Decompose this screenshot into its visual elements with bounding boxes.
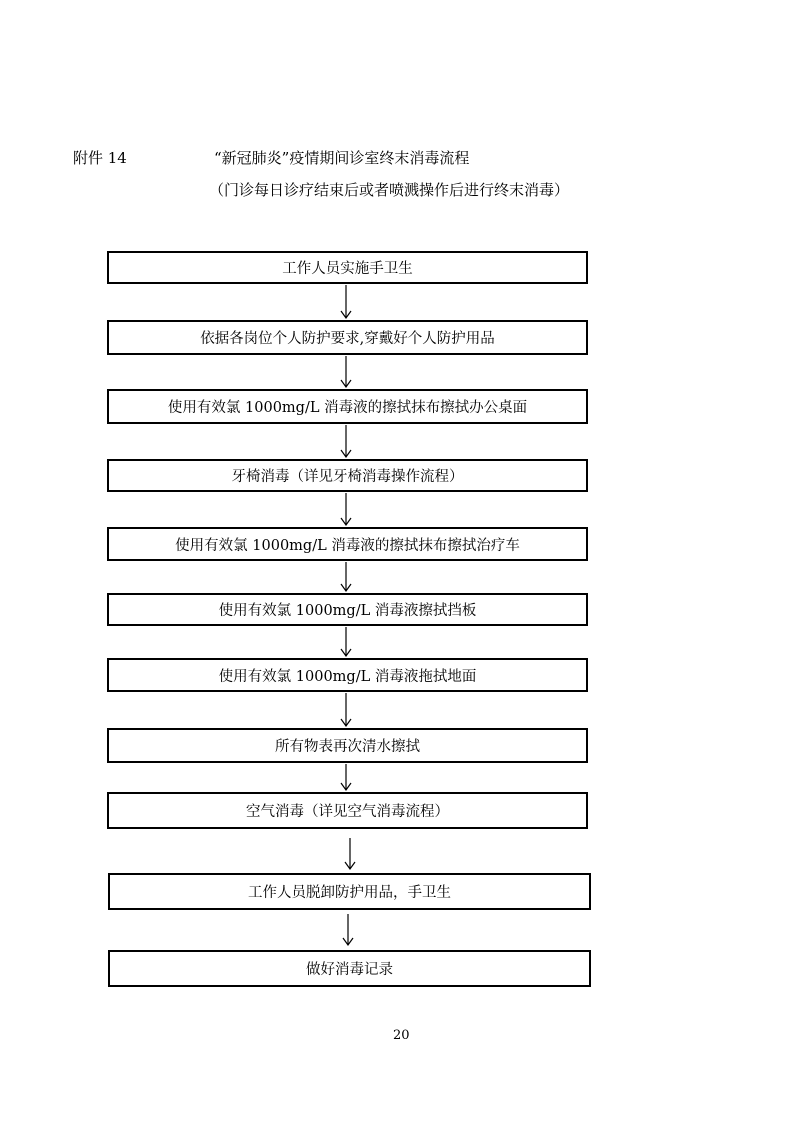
flow-step-dental-chair: 牙椅消毒（详见牙椅消毒操作流程） (107, 459, 588, 492)
flow-step-wipe-cart: 使用有效氯 1000mg/L 消毒液的擦拭抹布擦拭治疗车 (107, 527, 588, 561)
flow-step-wear-ppe: 依据各岗位个人防护要求,穿戴好个人防护用品 (107, 320, 588, 355)
flow-arrow (339, 493, 353, 526)
flow-step-water-wipe: 所有物表再次清水擦拭 (107, 728, 588, 763)
flow-arrow (339, 425, 353, 458)
flow-arrow (339, 285, 353, 319)
flow-arrow (339, 764, 353, 791)
flow-arrow (339, 356, 353, 388)
document-title: “新冠肺炎”疫情期间诊室终末消毒流程 (214, 149, 470, 167)
flow-arrow (339, 562, 353, 592)
attachment-label: 附件 14 (73, 149, 127, 167)
flow-step-record: 做好消毒记录 (108, 950, 591, 987)
document-subtitle: （门诊每日诊疗结束后或者喷溅操作后进行终末消毒） (209, 181, 570, 199)
flow-step-hand-hygiene: 工作人员实施手卫生 (107, 251, 588, 284)
flow-step-wipe-baffle: 使用有效氯 1000mg/L 消毒液擦拭挡板 (107, 593, 588, 626)
page-number: 20 (393, 1028, 410, 1043)
flow-arrow (341, 914, 355, 946)
flow-step-wipe-desk: 使用有效氯 1000mg/L 消毒液的擦拭抹布擦拭办公桌面 (107, 389, 588, 424)
flow-arrow (343, 838, 357, 870)
flow-step-remove-ppe: 工作人员脱卸防护用品，手卫生 (108, 873, 591, 910)
flow-arrow (339, 693, 353, 727)
flow-step-air-disinfection: 空气消毒（详见空气消毒流程） (107, 792, 588, 829)
flow-arrow (339, 627, 353, 657)
flow-step-mop-floor: 使用有效氯 1000mg/L 消毒液拖拭地面 (107, 658, 588, 692)
